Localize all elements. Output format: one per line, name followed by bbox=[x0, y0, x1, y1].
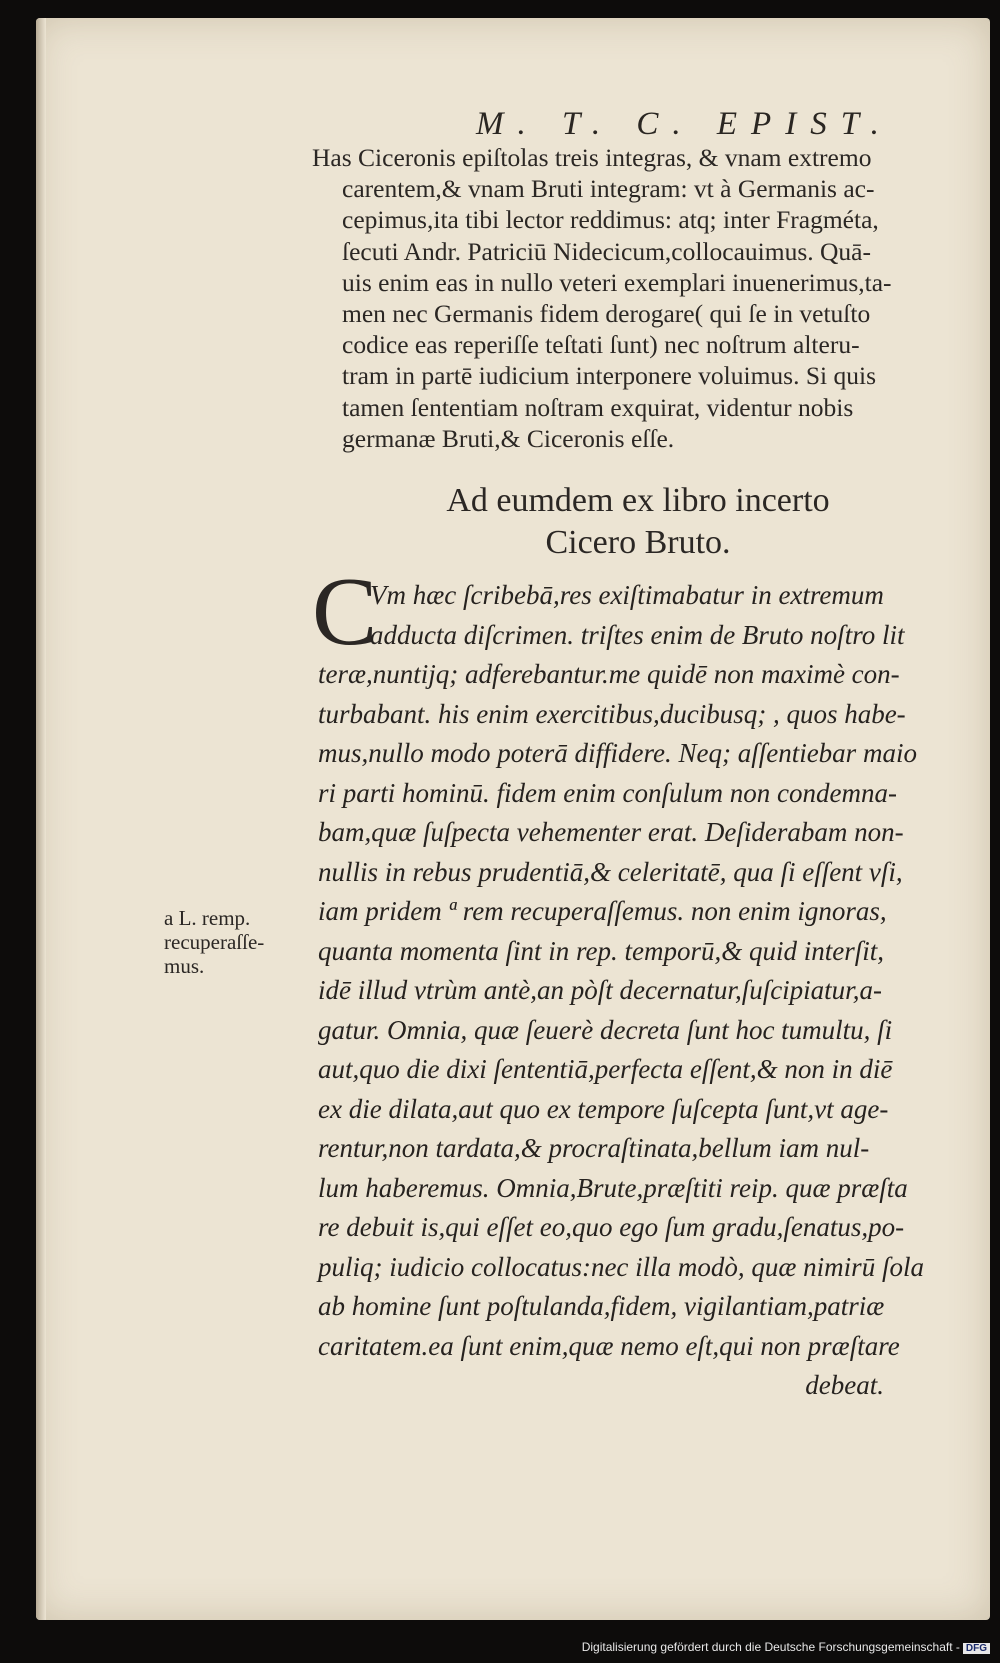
drop-cap: C bbox=[312, 558, 378, 666]
body-line: ab homine ſunt poſtulanda,fidem, vigilantiam,patriæ bbox=[318, 1291, 885, 1321]
letter-body bbox=[318, 576, 970, 1406]
preface-line: uis enim eas in nullo veteri exemplari inuenerimus,ta- bbox=[342, 267, 892, 297]
preface-line: Has Ciceronis epiſtolas treis integras, & vnam extremo bbox=[312, 143, 872, 172]
letter-heading-line2: Cicero Bruto. bbox=[545, 524, 731, 561]
preface-line: ſecuti Andr. Patriciū Nidecicum,collocauimus. Quā- bbox=[342, 236, 871, 266]
running-head: M. T. C. EPIST. bbox=[476, 106, 893, 142]
body-line: iam pridem ª rem recuperaſſemus. non enim ignoras, bbox=[318, 896, 887, 926]
preface-line: codice eas reperiſſe teſtati ſunt) nec noſtrum alteru- bbox=[342, 330, 860, 360]
preface-line: tram in partē iudicium interponere voluimus. Si quis bbox=[342, 361, 876, 391]
body-line: ex die dilata,aut quo ex tempore ſuſcepta ſunt,vt age- bbox=[318, 1093, 889, 1124]
letter-heading-line1: Ad eumdem ex libro incerto bbox=[446, 482, 830, 519]
body-line: quanta momenta ſint in rep. temporū,& quid interſit, bbox=[318, 935, 884, 966]
body-line: puliq; iudicio collocatus:nec illa modò, quæ nimirū ſola bbox=[318, 1251, 924, 1282]
body-line: ri parti hominū. fidem enim conſulum non condemna- bbox=[318, 777, 897, 808]
body-line: gatur. Omnia, quæ ſeuerè decreta ſunt hoc tumultu, ſi bbox=[318, 1014, 893, 1045]
footer-text: Digitalisierung gefördert durch die Deutsche Forschungsgemeinschaft - bbox=[581, 1640, 960, 1654]
body-line: aut,quo die dixi ſententiā,perfecta eſſent,& non in diē bbox=[318, 1054, 893, 1084]
preface-line: cepimus,ita tibi lector reddimus: atq; inter Fragméta, bbox=[342, 205, 879, 235]
preface-line: germanæ Bruti,& Ciceronis eſſe. bbox=[342, 423, 675, 453]
page-edge-shadow bbox=[36, 18, 46, 1620]
body-line: caritatem.ea ſunt enim,quæ nemo eſt,qui non præſtare bbox=[318, 1330, 900, 1361]
dfg-logo: DFG bbox=[963, 1643, 990, 1654]
body-line: nullis in rebus prudentiā,& celeritatē, qua ſi eſſent vſi, bbox=[318, 856, 903, 887]
body-line: mus,nullo modo poterā diffidere. Neq; aſſentiebar maio bbox=[318, 738, 917, 768]
digitization-footer bbox=[582, 1640, 990, 1654]
body-line: Vm hæc ſcribebā,res exiſtimabatur in extremum bbox=[370, 580, 884, 610]
margin-note-line: recuperaſſe- bbox=[164, 930, 265, 954]
body-line: idē illud vtrùm antè,an pòſt decernatur,ſuſcipiatur,a- bbox=[318, 975, 882, 1005]
preface-line: carentem,& vnam Bruti integram: vt à Germanis ac- bbox=[342, 174, 875, 204]
body-line: bam,quæ ſuſpecta vehementer erat. Deſiderabam non- bbox=[318, 817, 904, 847]
body-line-catchword: debeat. bbox=[805, 1370, 884, 1400]
preface-note bbox=[312, 142, 964, 454]
body-line: teræ,nuntijq; adferebantur.me quidē non maximè con- bbox=[318, 659, 900, 689]
body-line: turbabant. his enim exercitibus,ducibusq; , quos habe- bbox=[318, 698, 906, 729]
body-line: rentur,non tardata,& procraſtinata,bellum iam nul- bbox=[318, 1133, 870, 1163]
margin-note-line: a L. remp. bbox=[164, 906, 251, 930]
body-line: adducta diſcrimen. triſtes enim de Bruto noſtro lit bbox=[370, 619, 905, 650]
preface-line: men nec Germanis fidem derogare( qui ſe in vetuſto bbox=[342, 299, 871, 329]
margin-note-line: mus. bbox=[164, 954, 205, 978]
marginal-note bbox=[164, 906, 314, 978]
body-line: re debuit is,qui eſſet eo,quo ego ſum gradu,ſenatus,po- bbox=[318, 1212, 905, 1242]
body-line: lum haberemus. Omnia,Brute,præſtiti reip. quæ præſta bbox=[318, 1172, 908, 1203]
preface-line: tamen ſententiam noſtram exquirat, videntur nobis bbox=[342, 392, 854, 422]
